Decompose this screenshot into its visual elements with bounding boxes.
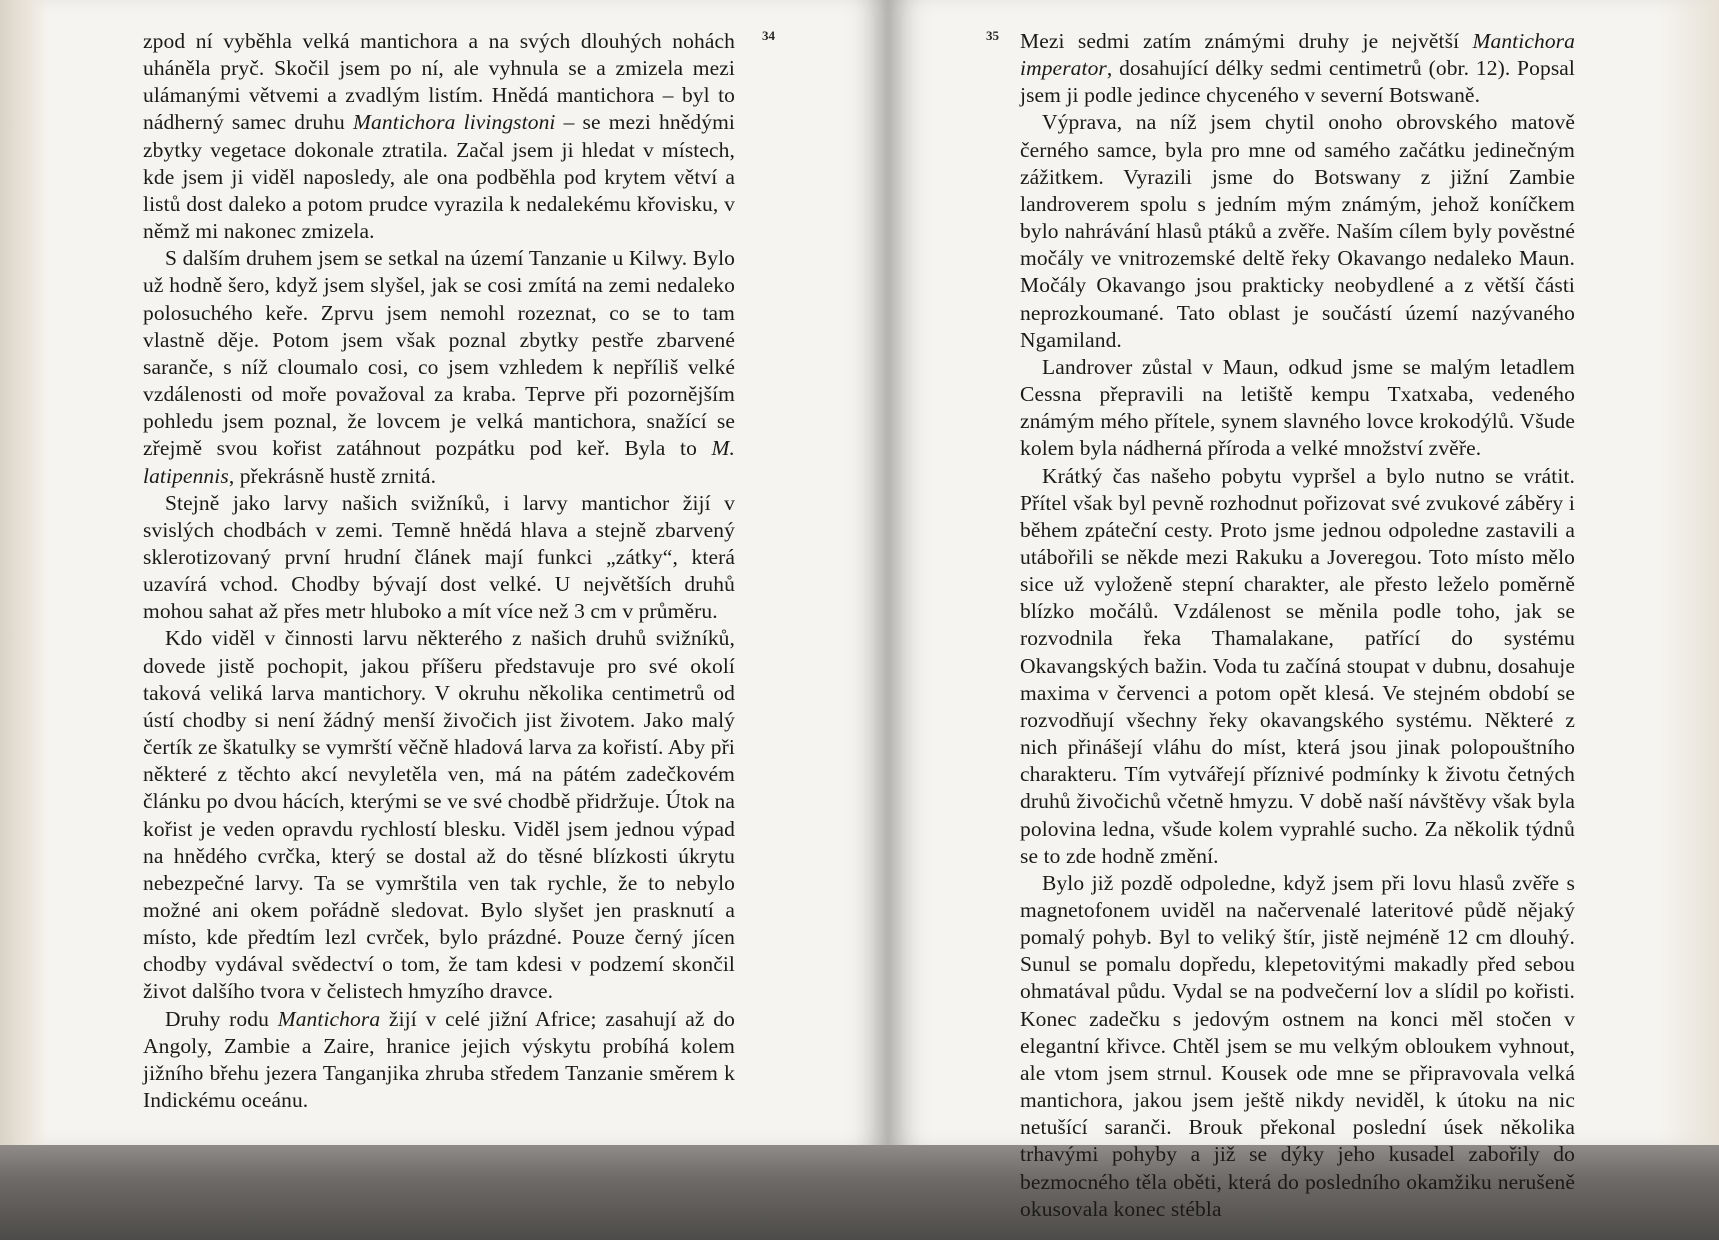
- page-edge-stack: [1659, 0, 1719, 1145]
- paragraph: Výprava, na níž jsem chytil onoho obrovského matově černého samce, byla pro mne od samého začátku jedinečným zážitkem. Vyrazili jsme do Botswany z jižní Zambie landroverem spolu s jedním mým známým, jehož koníčkem bylo nahrávání hlasů ptáků a zvěře. Naším cílem byly pověstné močály ve vnitrozemské deltě řeky Okavango nedaleko Maun. Močály Okavango jsou prakticky neobydlené a z větší části neprozkoumané. Tato oblast je součástí území nazývaného Ngamiland.: [1020, 110, 1575, 352]
- paragraph: Mezi sedmi zatím známými druhy je největší Mantichora imperator, dosahující délky sedmi centimetrů (obr. 12). Popsal jsem ji podle jedince chyceného v severní Botswaně.: [1020, 29, 1575, 108]
- paragraph: Kdo viděl v činnosti larvu některého z našich druhů svižníků, dovede jistě pochopit, jakou příšeru představuje pro své okolí taková veliká larva mantichory. V okruhu několika centimetrů od ústí chodby si není žádný menší živočich jist životem. Jako malý čertík ze škatulky se vymrští věčně hladová larva za kořistí. Aby při některé z těchto akcí nevyletěla ven, má na pátém zadečkovém článku po dvou hácích, kterými se ve své chodbě přidržuje. Útok na kořist je veden opravdu rychlostí blesku. Viděl jsem jednou výpad na hnědého cvrčka, který se dostal až do těsné blízkosti úkrytu nebezpečné larvy. Ta se vymrštila ven tak rychle, že to nebylo možné ani okem pořádně sledovat. Bylo slyšet jen prasknutí a místo, kde předtím lezl cvrček, bylo prázdné. Pouze černý jícen chodby vydával svědectví o tom, že tam kdesi v podzemí skončil život dalšího tvora v čelistech hmyzího dravce.: [143, 626, 735, 1004]
- page-number-right: 35: [986, 28, 999, 43]
- right-page: [888, 0, 1719, 1221]
- paragraph: Bylo již pozdě odpoledne, když jsem při lovu hlasů zvěře s magnetofonem uviděl na načervenalé lateritové půdě nějaký pomalý pohyb. Byl to veliký štír, jistě nejméně 12 cm dlouhý. Sunul se pomalu dopředu, klepetovitými makadly před sebou ohmatával půdu. Vydal se na podvečerní lov a slídil po kořisti. Konec zadečku s jedovým ostnem na konci měl stočen v elegantní křivce. Chtěl jsem se mu velkým obloukem vyhnout, ale vtom jsem strnul. Kousek ode mne se připravovala velká mantichora, jakou jsem ještě nikdy neviděl, k útoku na nic netušící saranči. Brouk překonal poslední úsek několika trhavými pohyby a již se dýky jeho kusadel zabořily do bezmocného těla oběti, která do posledního okamžiku nerušeně okusovala konec stébla: [1020, 870, 1575, 1221]
- page-edge-stack: [0, 0, 48, 1145]
- paragraph: S dalším druhem jsem se setkal na území Tanzanie u Kilwy. Bylo už hodně šero, když jsem slyšel, jak se cosi zmítá na zemi nedaleko polosuchého keře. Zprvu jsem nemohl rozeznat, co se to tam vlastně děje. Potom jsem však poznal zbytky pestře zbarvené sarančе, s níž cloumalo cosi, co jsem vzhledem k nepříliš velké vzdálenosti od moře považoval za kraba. Teprve při pozornějším pohledu jsem poznal, že lovcem je velká mantichora, snažící se zřejmě svou kořist zatáhnout pozpátku pod keř. Byla to M. latipennis, překrásně hustě zrnitá.: [143, 246, 735, 488]
- paragraph: Stejně jako larvy našich svižníků, i larvy mantichor žijí v svislých chodbách v zemi. Temně hnědá hlava a stejně zbarvený sklerotizovaný první hrudní článek mají funkci „zátky“, která uzavírá vchod. Chodby bývají dost velké. U největších druhů mohou sahat až přes metr hluboko a mít více než 3 cm v průměru.: [143, 490, 735, 624]
- page-number-left: 34: [762, 28, 775, 43]
- paragraph: Landrover zůstal v Maun, odkud jsme se malým letadlem Cessna přepravili na letiště kempu Txatxaba, vedeného známým mého přítele, synem slavného lovce krokodýlů. Všude kolem byla nádherná příroda a velké množství zvěře.: [1020, 354, 1575, 461]
- left-page: [0, 0, 888, 1145]
- right-page-text: [1020, 28, 1575, 1223]
- paragraph: Krátký čas našeho pobytu vypršel a bylo nutno se vrátit. Přítel však byl pevně rozhodnut pořizovat své zvukové záběry i během zpáteční cesty. Proto jsme jednou odpoledne zastavili a utábořili se někde mezi Rakuku a Joveregou. Toto místo mělo sice už vyloženě stepní charakter, ale přesto leželo poměrně blízko močálů. Vzdálenost se měnila podle toho, jak se rozvodnila řeka Thamalakane, patřící do systému Okavangských bažin. Voda tu začíná stoupat v dubnu, dosahuje maxima v červenci a potom opět klesá. Ve stejném období se rozvodňují všechny řeky okavangského systému. Některé z nich přinášejí vláhu do míst, která jsou jinak polopouštního charakteru. Tím vytvářejí příznivé podmínky k životu četných druhů živočichů včetně hmyzu. V době naší návštěvy však byla polovina ledna, všude kolem vyprahlé sucho. Za několik týdnů se to zde hodně změní.: [1020, 463, 1575, 868]
- left-page-text: [143, 28, 735, 1114]
- paragraph: zpod ní vyběhla velká mantichora a na svých dlouhých nohách uháněla pryč. Skočil jsem po ní, ale vyhnula se a zmizela mezi ulámanými větvemi a zvadlým listím. Hnědá mantichora – byl to nádherný samec druhu Mantichora livingstoni – se mezi hnědými zbytky vegetace dokonale ztratila. Začal jsem ji hledat v místech, kde jsem ji viděl naposledy, ale ona podběhla pod krytem větví a listů dost daleko a potom prudce vyrazila k nedalekému křovisku, v němž mi nakonec zmizela.: [143, 29, 735, 244]
- paragraph: Druhy rodu Mantichora žijí v celé jižní Africe; zasahují až do Angoly, Zambie a Zaire, hranice jejich výskytu probíhá kolem jižního břehu jezera Tanganjika zhruba středem Tanzanie směrem k Indickému oceánu.: [143, 1006, 735, 1113]
